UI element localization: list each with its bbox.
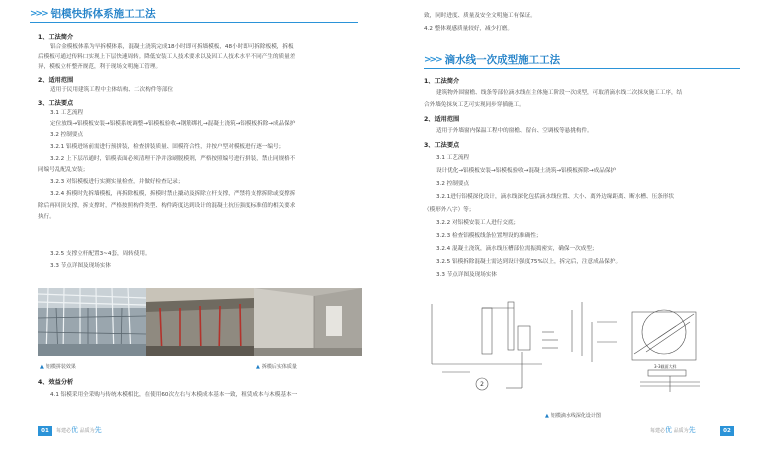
right-section-heading — [424, 52, 560, 67]
left-s324-c: 执行。 — [38, 214, 55, 220]
left-heading-text: 铝模快拆体系施工工法 — [50, 8, 156, 20]
right-page — [380, 0, 760, 449]
left-s1-line2: 后模板可通过传料口实现上下层快速周转。降低安装工人技术要求以及因工人技术水平不同产生的质量差 — [38, 54, 296, 60]
shoring-image — [146, 288, 254, 356]
right-s323: 3.2.3 检查铝模板线条位置埋设的准确性； — [436, 233, 542, 239]
slogan-part-b: 优 — [71, 426, 79, 434]
formwork-assembly-image — [38, 288, 146, 356]
left-s324-a: 3.2.4 拆模时先拆墙模板，再拆除板模，拆模时禁止撬动及拆除立杆支撑，严禁将支撑拆除或变撑拆 — [50, 191, 296, 197]
drip-line-design-drawing — [422, 292, 722, 404]
slogan-left — [56, 425, 102, 435]
left-section-heading — [30, 6, 156, 21]
slogan-part-a: 每建必 — [650, 428, 666, 434]
right-top-line2: 4.2 整体观感质量较好，减少打磨。 — [424, 26, 513, 32]
right-s32: 3.2 控制要点 — [436, 181, 470, 187]
right-top-line1: 致，同时进度、质量及安全文明施工有保证。 — [424, 13, 536, 19]
caption-formwork — [40, 363, 76, 370]
right-s1-line2: 合外墙免抹灰工艺可实现同步穿插施工。 — [424, 102, 525, 108]
right-s31: 3.1 工艺流程 — [436, 155, 470, 161]
right-s322: 3.2.2 对铝模安装工人进行交底； — [436, 220, 520, 226]
caption-drip-line — [545, 412, 601, 419]
slogan-part-d: 先 — [688, 426, 696, 434]
left-s322-b: 同编号乱配乱安装； — [38, 167, 89, 173]
left-s4-title: 4、效益分析 — [38, 379, 74, 386]
left-s33: 3.3 节点详图及现场实体 — [50, 263, 112, 269]
left-s322-a: 3.2.2 上下层吊通时，铝模表面必须清理干净并涂刷脱模剂，严格按照编号进行拼装，禁止同规格不 — [50, 156, 296, 162]
formwork-assembly-photo — [38, 288, 146, 356]
caption-drip-line-text: 铝模滴水线深化设计图 — [550, 413, 601, 419]
slogan-part-a: 每建必 — [56, 428, 72, 434]
slogan-part-d: 先 — [94, 426, 102, 434]
right-s2-title: 2、适用范围 — [424, 116, 460, 123]
finished-wall-photo — [254, 288, 362, 356]
drawing-label-section: 3-3截面大样 — [654, 364, 677, 369]
page-number-left: 01 — [38, 426, 52, 436]
caption-finished-wall — [256, 363, 297, 370]
left-s32: 3.2 控制要点 — [50, 132, 84, 138]
drip-line-drawing-svg — [422, 292, 722, 404]
caption-finished-wall-text: 拆模后实体质量 — [261, 364, 297, 370]
slogan-part-c: 品质为 — [78, 428, 95, 434]
left-s2-line1: 适用于民用建筑工程中主体结构、二次构件等部位 — [50, 87, 174, 93]
right-s33: 3.3 节点详图及现场实体 — [436, 272, 498, 278]
left-s1-title: 1、工法简介 — [38, 34, 74, 41]
right-s321-a: 3.2.1进行铝模深化设计，滴水线深化包括滴水线位置、大小、离外边缘距离、断水槽、压条形状 — [436, 194, 674, 200]
chevron-icon: >>> — [30, 8, 47, 19]
caption-triangle-icon: ▲ — [40, 364, 44, 370]
left-s3-title: 3、工法要点 — [38, 100, 74, 107]
finished-wall-image — [254, 288, 362, 356]
caption-triangle-icon: ▲ — [545, 413, 549, 419]
left-s31-flow: 定位放线→铝模板安装→铝模系统调整→铝模板验收→钢筋绑扎→混凝土浇筑→铝模板拆除→成品保护 — [50, 121, 296, 127]
left-s323: 3.2.3 对铝模板进行实测实量检查，并做好检查记录； — [50, 179, 184, 185]
left-heading-rule — [30, 22, 358, 23]
page-number-right: 02 — [720, 426, 734, 436]
left-s41: 4.1 铝模采用全采购与传统木模相比，在使用60次左右与木模成本基本一致，租赁成本与木模基本一 — [50, 392, 298, 398]
left-s2-title: 2、适用范围 — [38, 77, 74, 84]
caption-triangle-icon: ▲ — [256, 364, 260, 370]
drawing-label-2: 2 — [480, 381, 484, 388]
slogan-right — [650, 425, 696, 435]
left-s1-line3: 异，模板立杆整齐规范，利于现场文明施工管理。 — [38, 64, 162, 70]
right-s324: 3.2.4 混凝土浇筑，滴水线压槽部位需振捣密实，确保一次成型； — [436, 246, 598, 252]
chevron-icon: >>> — [424, 54, 441, 65]
caption-formwork-text: 铝模拼装效果 — [45, 364, 76, 370]
slogan-part-c: 品质为 — [672, 428, 689, 434]
right-heading-text: 滴水线一次成型施工工法 — [444, 54, 561, 66]
right-s3-title: 3、工法要点 — [424, 142, 460, 149]
right-s1-title: 1、工法简介 — [424, 78, 460, 85]
shoring-photo — [146, 288, 254, 356]
right-s321-b: （模形外八字）等； — [424, 207, 475, 213]
right-s2-line1: 适用于外墙窗内保温工程中的窗檐、留台、空调板等悬挑构件。 — [436, 128, 593, 134]
left-s324-b: 除后再回顶支撑，拆支撑时，严格按照构件类型、构件跨度达到设计的混凝土抗压强度标准值的相关要求 — [38, 203, 296, 209]
left-s1-line1: 铝合金模板体系为早拆模体系，混凝土浇筑完成18小时即可拆墙模板，48小时即可拆除板模，拆板 — [50, 44, 294, 50]
right-s31-flow: 设计优化→铝模板安装→铝模板验收→混凝土浇筑→铝模板拆除→成品保护 — [436, 168, 617, 174]
right-heading-rule — [424, 68, 740, 69]
right-s325: 3.2.5 铝模拆除混凝土需达到设计强度75%以上，拆完后，注意成品保护。 — [436, 259, 622, 265]
left-s31: 3.1 工艺流程 — [50, 110, 84, 116]
left-s321: 3.2.1 铝模进场前需进行预拼装，检查拼装质量、固模符合性，并按户型对模板进行逐一编号； — [50, 144, 285, 150]
left-s325: 3.2.5 支撑立杆配置3~4套，周转使用。 — [50, 251, 151, 257]
right-s1-line1: 建筑物外围窗檐、线条等部位滴水线在主体施工阶段一次成型，可取消滴水线二次抹灰施工工序，结 — [436, 90, 683, 96]
slogan-part-b: 优 — [665, 426, 673, 434]
